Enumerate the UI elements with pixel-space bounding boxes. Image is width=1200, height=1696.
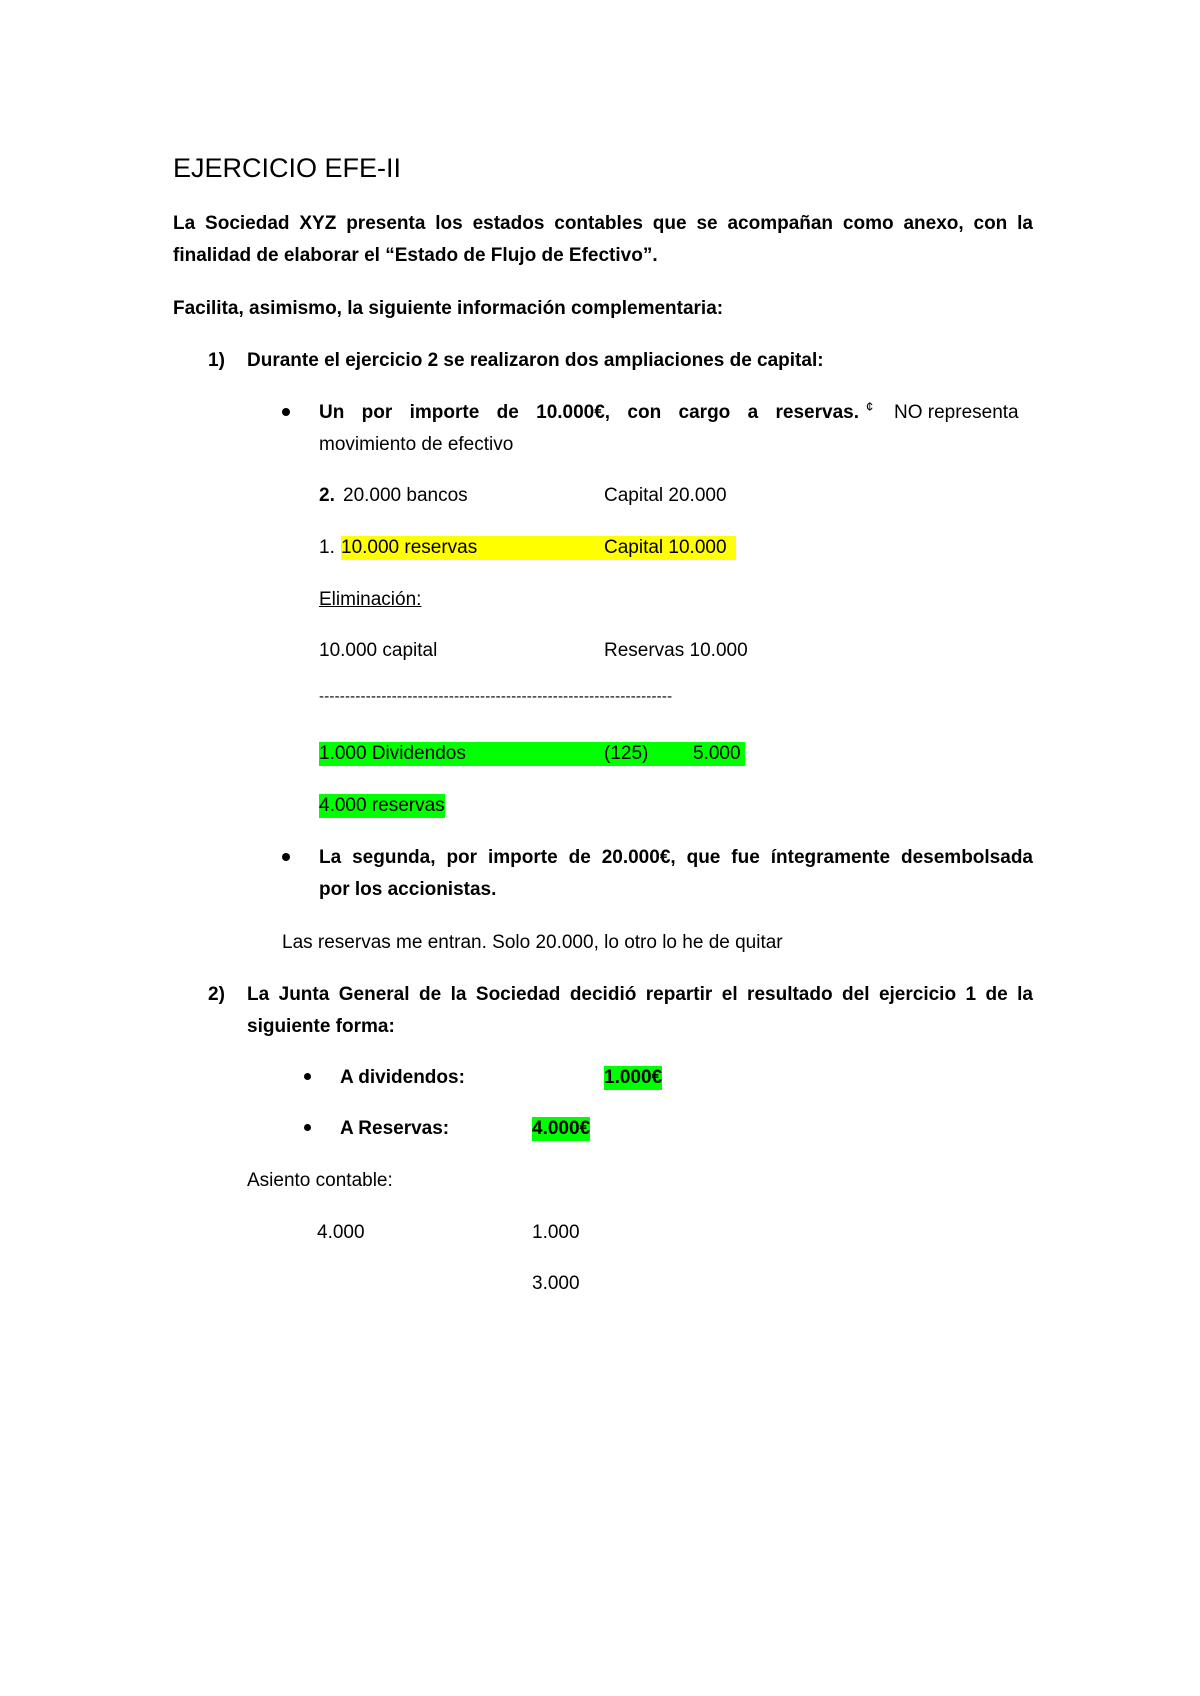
- item-1-number: 1): [208, 350, 225, 371]
- dividends-mid: (125): [604, 742, 693, 766]
- reserves-left: 4.000 reservas: [319, 795, 445, 816]
- item-2-line-1: La Junta General de la Sociedad decidió repartir el resultado del ejercicio 1 de la: [247, 984, 1033, 1005]
- elimination-label: Eliminación:: [319, 589, 422, 610]
- reserves-label: A Reservas:: [340, 1118, 450, 1139]
- item-2-line-2: siguiente forma:: [247, 1016, 395, 1037]
- entry-1-number: 1.: [319, 537, 335, 558]
- entry-2-right: Capital 20.000: [604, 485, 727, 506]
- bullet-icon: [304, 1124, 311, 1131]
- cent-icon: ¢: [866, 399, 874, 414]
- bullet-2-line-1: La segunda, por importe de 20.000€, que fue íntegramente desembolsada: [319, 847, 1033, 868]
- intro-line-1: La Sociedad XYZ presenta los estados contables que se acompañan como anexo, con la: [173, 213, 1033, 234]
- bullet-icon: [282, 853, 290, 861]
- bullet-1-line-2: movimiento de efectivo: [319, 434, 514, 455]
- entry-1-left: 10.000 reservas: [341, 536, 604, 560]
- intro-line-2: finalidad de elaborar el “Estado de Flujo de Efectivo”.: [173, 245, 658, 266]
- entry-1-right: Capital 10.000: [604, 536, 736, 560]
- bullet-1-line-1: Un por importe de 10.000€, con cargo a reservas.: [319, 402, 859, 423]
- dividends-value: 1.000€: [604, 1067, 663, 1088]
- separator-line: --------------------------------------------------------------------: [319, 688, 673, 705]
- complementary-info: Facilita, asimismo, la siguiente información complementaria:: [173, 298, 724, 319]
- entry-left-amount: 4.000: [317, 1222, 365, 1243]
- page-title: EJERCICIO EFE-II: [173, 153, 402, 183]
- elimination-left: 10.000 capital: [319, 640, 438, 661]
- elimination-right: Reservas 10.000: [604, 640, 748, 661]
- entry-2-left: 20.000 bancos: [343, 485, 468, 506]
- bullet-icon: [282, 408, 290, 416]
- item-2-number: 2): [208, 984, 225, 1005]
- item-1-text: Durante el ejercicio 2 se realizaron dos ampliaciones de capital:: [247, 350, 824, 371]
- dividends-left: 1.000 Dividendos: [319, 742, 604, 766]
- handwritten-note: Las reservas me entran. Solo 20.000, lo otro lo he de quitar: [282, 932, 783, 953]
- reserves-value: 4.000€: [532, 1118, 591, 1139]
- dividends-right: 5.000: [693, 742, 745, 766]
- entry-right-amount-1: 1.000: [532, 1222, 580, 1243]
- entry-2-number: 2.: [319, 485, 335, 506]
- bullet-1-line-1-rest: NO representa: [894, 402, 1019, 423]
- dividends-label: A dividendos:: [340, 1067, 465, 1088]
- bullet-icon: [304, 1073, 311, 1080]
- bullet-2-line-2: por los accionistas.: [319, 879, 497, 900]
- entry-right-amount-2: 3.000: [532, 1273, 580, 1294]
- accounting-entry-label: Asiento contable:: [247, 1170, 393, 1191]
